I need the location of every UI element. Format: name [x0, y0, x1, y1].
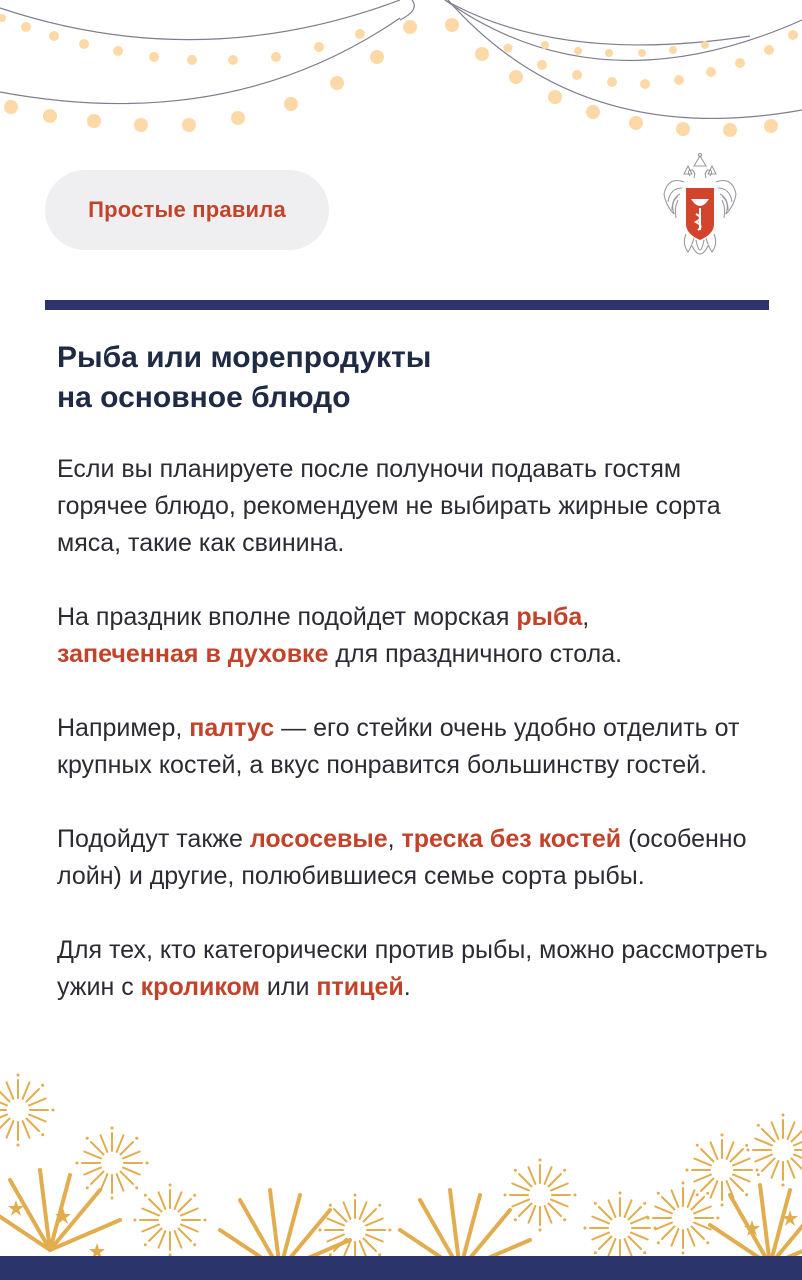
title-line-2: на основное блюдо [57, 381, 351, 414]
footer-bar [0, 1256, 802, 1280]
text-run: . [403, 973, 411, 1001]
paragraph-3 [57, 710, 777, 784]
text-run: На праздник вполне подойдет морская [57, 603, 517, 631]
highlight-rabbit: кроликом [140, 973, 260, 1001]
article-title [57, 338, 657, 418]
ministry-emblem-icon [662, 152, 738, 264]
text-run: (особенно лойн) и другие, полюбившиеся семье сорта рыбы. [57, 825, 747, 890]
text-run: Например, [57, 714, 190, 742]
category-badge [45, 170, 329, 250]
highlight-poultry: птицей [316, 973, 404, 1001]
highlight-oven-baked: запеченная в духовке [57, 640, 329, 668]
highlight-halibut: палтус [189, 714, 275, 742]
text-run: для праздничного стола. [328, 640, 623, 668]
paragraph-2 [57, 599, 777, 673]
paragraph-4 [57, 821, 777, 895]
text-run: Для тех, кто категорически против рыбы, можно рассмотреть ужин с [57, 936, 768, 1001]
article-body [57, 451, 777, 1043]
string-lights-garland-decoration [0, 0, 802, 150]
text-run: Подойдут также [57, 825, 250, 853]
text-run: или [259, 973, 317, 1001]
paragraph-1 [57, 451, 777, 562]
title-line-1: Рыба или морепродукты [57, 341, 432, 374]
text-run: , [582, 603, 590, 631]
section-divider [45, 300, 769, 310]
highlight-fish: рыба [516, 603, 583, 631]
highlight-cod: треска без костей [401, 825, 622, 853]
highlight-salmon: лососевые [249, 825, 388, 853]
text-run: — его стейки очень удобно отделить от крупных костей, а вкус понравится большинству гостей. [57, 714, 740, 779]
text-run: Если вы планируете после полуночи подавать гостям горячее блюдо, рекомендуем не выбирать жирные сорта мяса, такие как свинина. [57, 455, 721, 557]
text-run: , [387, 825, 402, 853]
paragraph-5 [57, 932, 777, 1006]
category-badge-label: Простые правила [88, 197, 286, 222]
fireworks-decoration [0, 1060, 802, 1260]
